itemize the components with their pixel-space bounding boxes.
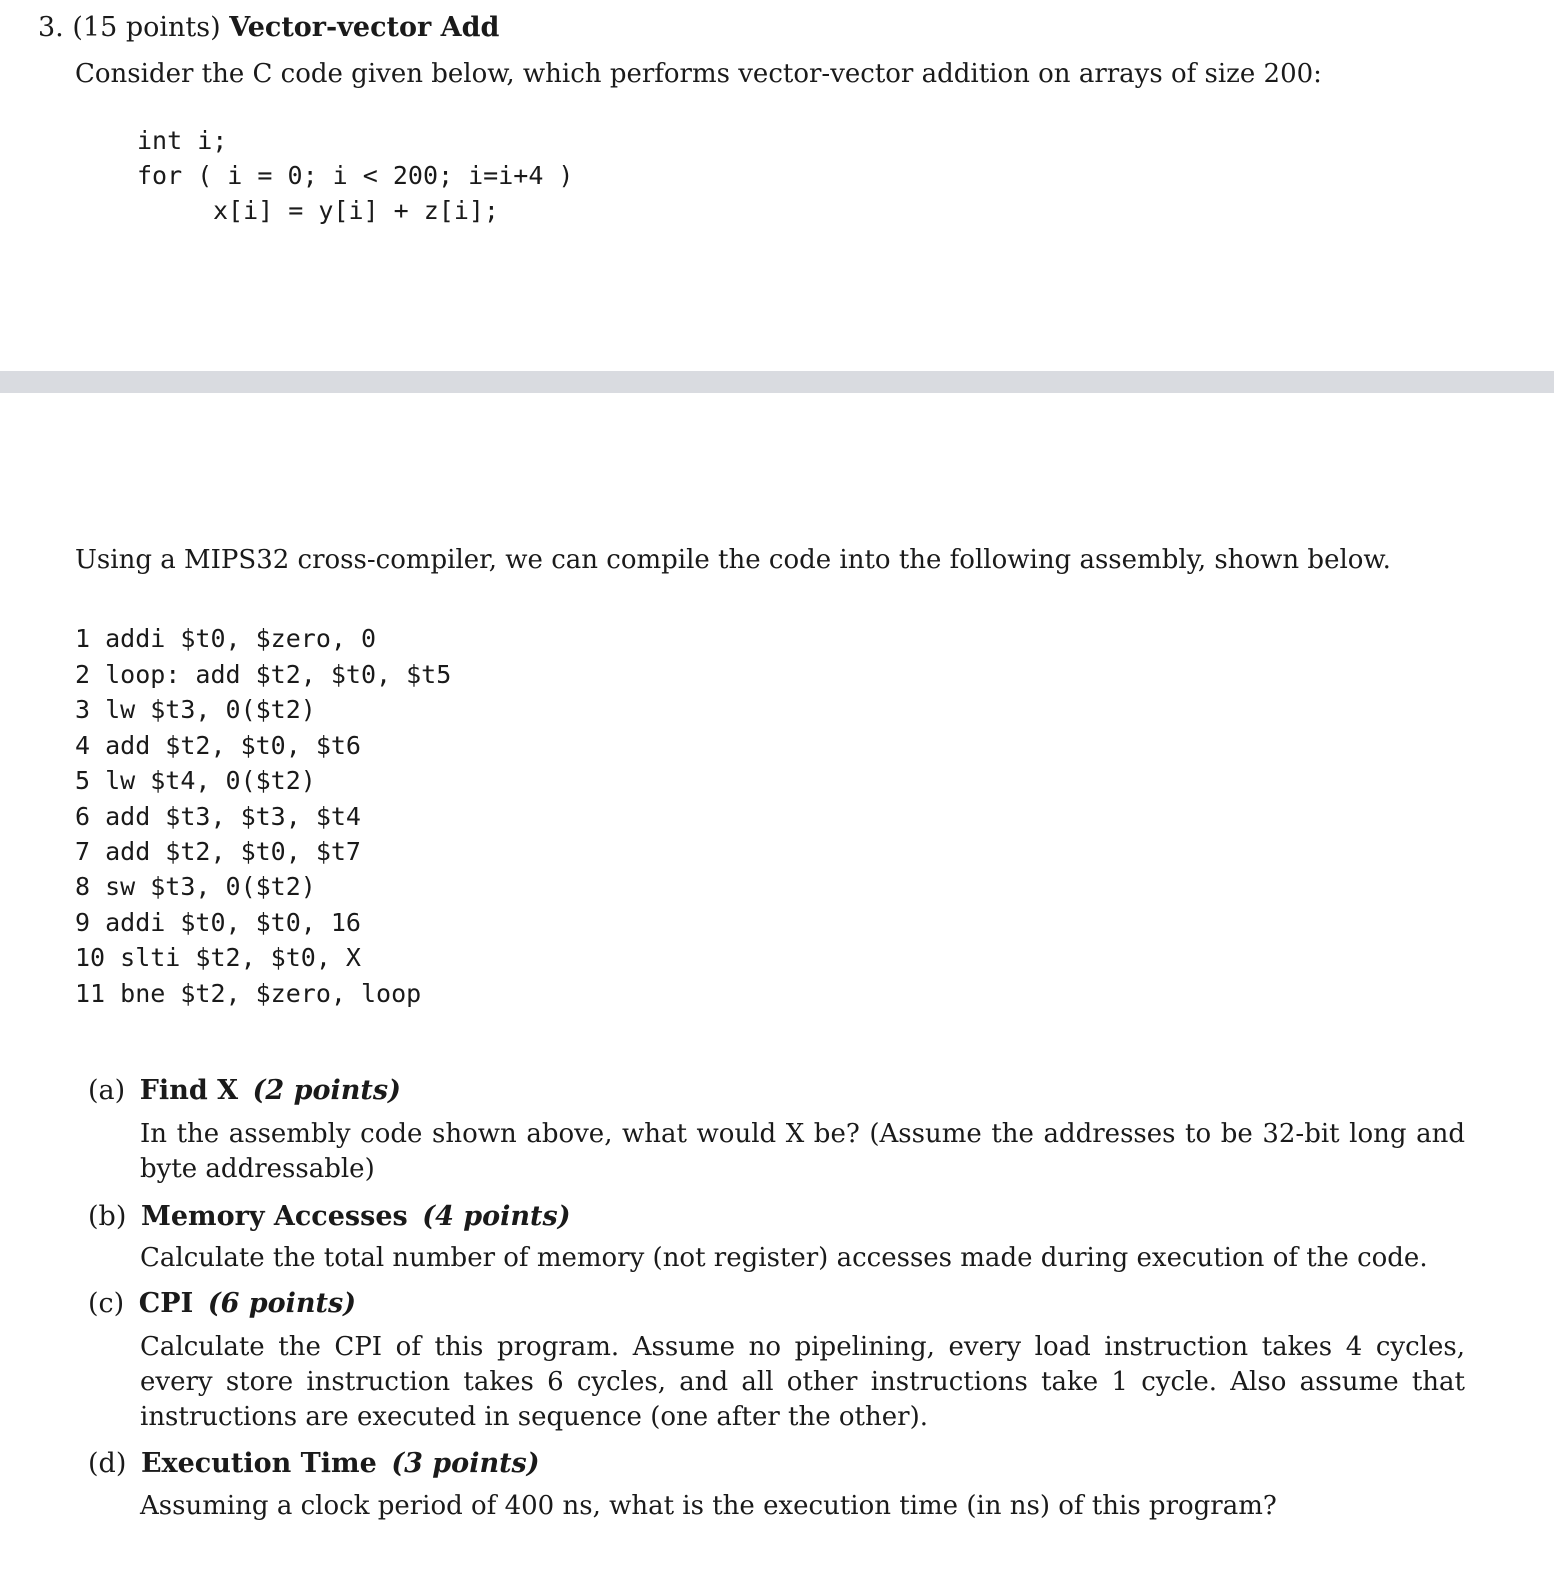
part-d-heading xyxy=(88,1448,540,1479)
c-code-line: for ( i = 0; i < 200; i=i+4 ) xyxy=(137,161,574,190)
part-title: Memory Accesses xyxy=(140,1201,408,1232)
part-points: (4 points) xyxy=(422,1201,571,1232)
part-d-body: Assuming a clock period of 400 ns, what is the execution time (in ns) of this program? xyxy=(140,1491,1277,1521)
part-title: CPI xyxy=(138,1288,194,1319)
assembly-line: 9 addi $t0, $t0, 16 xyxy=(75,908,361,937)
part-title: Execution Time xyxy=(140,1448,377,1479)
c-code-line: x[i] = y[i] + z[i]; xyxy=(213,196,499,225)
part-title: Find X xyxy=(139,1075,239,1106)
c-code-line: int i; xyxy=(137,126,228,155)
part-b-body: Calculate the total number of memory (not register) accesses made during execution of the code. xyxy=(140,1243,1428,1273)
assembly-line: 5 lw $t4, 0($t2) xyxy=(75,766,316,795)
assembly-intro: Using a MIPS32 cross-compiler, we can compile the code into the following assembly, shown below. xyxy=(75,545,1391,575)
assembly-line: 10 slti $t2, $t0, X xyxy=(75,943,361,972)
assembly-line: 8 sw $t3, 0($t2) xyxy=(75,872,316,901)
assembly-line: 1 addi $t0, $zero, 0 xyxy=(75,624,377,653)
part-points: (2 points) xyxy=(252,1075,401,1106)
part-b-heading xyxy=(88,1201,570,1232)
question-title: Vector-vector Add xyxy=(229,12,500,43)
assembly-line: 7 add $t2, $t0, $t7 xyxy=(75,837,361,866)
assembly-line: 6 add $t3, $t3, $t4 xyxy=(75,802,361,831)
part-label: (a) xyxy=(88,1075,126,1106)
part-label: (c) xyxy=(88,1288,125,1319)
part-a-body: In the assembly code shown above, what would X be? (Assume the addresses to be 32-bit long and byte addressable) xyxy=(140,1119,1465,1184)
question-number: 3. xyxy=(38,12,64,43)
page-divider xyxy=(0,371,1554,393)
part-label: (b) xyxy=(88,1201,127,1232)
part-points: (6 points) xyxy=(207,1288,356,1319)
assembly-line: 3 lw $t3, 0($t2) xyxy=(75,695,316,724)
part-c-heading xyxy=(88,1288,356,1319)
assembly-line: 2 loop: add $t2, $t0, $t5 xyxy=(75,660,452,689)
question-header xyxy=(38,12,499,43)
part-c-body: Calculate the CPI of this program. Assume no pipelining, every load instruction takes 4 cycles, every store instruction takes 6 cycles, and all other instructions take 1 cycle. Also assume that instructions are executed in sequence (one after the other). xyxy=(140,1332,1465,1432)
part-label: (d) xyxy=(88,1448,127,1479)
assembly-line: 11 bne $t2, $zero, loop xyxy=(75,979,422,1008)
question-intro: Consider the C code given below, which performs vector-vector addition on arrays of size 200: xyxy=(75,59,1322,89)
part-points: (3 points) xyxy=(391,1448,540,1479)
part-a-heading xyxy=(88,1075,401,1106)
question-points: (15 points) xyxy=(72,12,221,43)
assembly-line: 4 add $t2, $t0, $t6 xyxy=(75,731,361,760)
